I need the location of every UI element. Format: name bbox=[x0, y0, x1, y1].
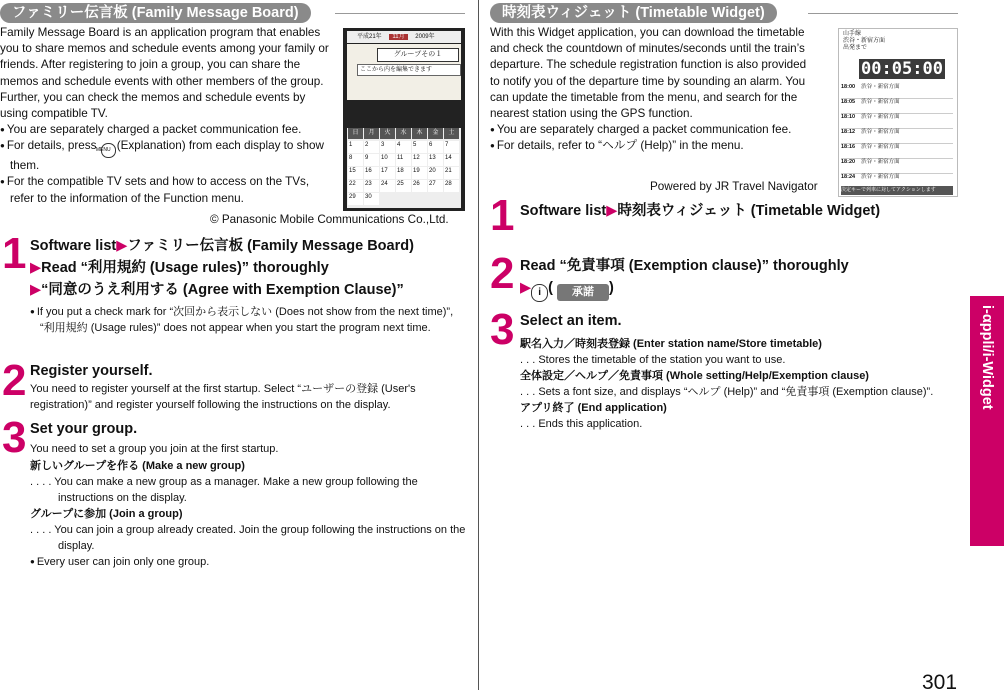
timetable-list bbox=[841, 84, 953, 189]
step-line bbox=[30, 257, 470, 279]
step-text: You need to set a group you join at the first startup. bbox=[30, 443, 279, 455]
calendar-date-cell: 28 bbox=[444, 180, 459, 192]
section-header-timetable-widget: 時刻表ウィジェット (Timetable Widget) bbox=[490, 3, 777, 23]
calendar-date-cell: 17 bbox=[380, 167, 395, 179]
destination: 渋谷・新宿方面 bbox=[861, 129, 900, 135]
step-line: ▶ i ( 承諾 ) bbox=[520, 277, 960, 302]
step-text: Software list bbox=[30, 238, 117, 254]
destination: 渋谷・新宿方面 bbox=[861, 174, 900, 180]
option-text: . . . . You can make a new group as a manager. Make a new group following the instructions on the display. bbox=[30, 475, 418, 504]
arrow-icon: ▶ bbox=[520, 280, 532, 296]
arrow-icon: ▶ bbox=[30, 260, 42, 276]
option-title: 全体設定／ヘルプ／免責事項 (Whole setting/Help/Exemption clause) bbox=[520, 370, 869, 382]
destination: 渋谷・新宿方面 bbox=[861, 84, 900, 90]
step-1-instructions bbox=[520, 200, 960, 222]
calendar-day-header: 水 bbox=[396, 128, 411, 139]
calendar-date-cell: 30 bbox=[364, 193, 379, 205]
calendar-date-cell: 6 bbox=[428, 141, 443, 153]
step-3-instructions bbox=[30, 418, 470, 570]
calendar-day-header: 月 bbox=[364, 128, 379, 139]
departure-time: 18:05 bbox=[841, 99, 856, 105]
step-1-instructions bbox=[30, 235, 470, 336]
station-info bbox=[843, 31, 885, 52]
right-bullet-list bbox=[490, 122, 815, 154]
calendar-date-cell: 25 bbox=[396, 180, 411, 192]
step-text: “同意のうえ利用する (Agree with Exemption Clause)” bbox=[41, 282, 404, 298]
calendar-day-header: 木 bbox=[412, 128, 427, 139]
route-name: 渋谷・新宿方面 bbox=[843, 38, 886, 44]
step-title: Register yourself. bbox=[30, 363, 153, 379]
step-text: Software list bbox=[520, 203, 607, 219]
arrow-icon: ▶ bbox=[30, 282, 42, 298]
intro-paragraph: With this Widget application, you can download the timetable and check the countdown of minutes/seconds until the train’s departure. The schedule registration function is also provided to notify you of the departure time by sounding an alarm. You can update the timetable from the menu, and search for the nearest station using the GPS function. bbox=[490, 26, 807, 121]
step-number: 2 bbox=[490, 249, 515, 298]
calendar-day-header: 日 bbox=[348, 128, 363, 139]
station-name: 山手線 bbox=[843, 31, 862, 37]
destination: 渋谷・新宿方面 bbox=[861, 99, 900, 105]
timetable-row bbox=[841, 99, 953, 114]
step-title: Set your group. bbox=[30, 421, 138, 437]
phone-screenshot-timetable bbox=[838, 28, 958, 197]
calendar-date-cell: 3 bbox=[380, 141, 395, 153]
phone-footer: 決定キーで列車に対してアクションします bbox=[841, 186, 953, 195]
column-divider bbox=[478, 0, 479, 690]
step-line bbox=[30, 235, 470, 257]
calendar-date-cell: 15 bbox=[348, 167, 363, 179]
bullet-text: (Explanation) from each display to show them. bbox=[10, 139, 324, 173]
bullet-text-prefix: For details, press bbox=[6, 139, 100, 153]
departure-time: 18:24 bbox=[841, 174, 856, 180]
departure-time: 18:20 bbox=[841, 159, 856, 165]
option-title: 駅名入力／時刻表登録 (Enter station name/Store timetable) bbox=[520, 338, 822, 350]
timetable-row bbox=[841, 159, 953, 174]
copyright-notice: © Panasonic Mobile Communications Co.,Ltd. bbox=[210, 213, 449, 226]
bullet-item: ● You are separately charged a packet communication fee. bbox=[0, 122, 333, 138]
calendar-date-cell: 4 bbox=[396, 141, 411, 153]
step-2-instructions bbox=[30, 360, 470, 413]
left-bullet-list bbox=[0, 122, 333, 207]
calendar-date-cell: 12 bbox=[412, 154, 427, 166]
calendar-date-cell: 16 bbox=[364, 167, 379, 179]
calendar-era-label: 平成21年 bbox=[357, 34, 382, 40]
step-number: 3 bbox=[2, 413, 27, 462]
timetable-row bbox=[841, 129, 953, 144]
calendar-title-bar bbox=[347, 31, 461, 43]
step-3-instructions bbox=[520, 310, 950, 432]
step-number: 2 bbox=[2, 356, 27, 405]
option-text: . . . Ends this application. bbox=[520, 418, 643, 430]
step-number: 1 bbox=[2, 229, 27, 278]
step-number: 3 bbox=[490, 305, 515, 354]
calendar-date-cell: 9 bbox=[364, 154, 379, 166]
step-line bbox=[30, 279, 470, 301]
calendar-date-cell: 26 bbox=[412, 180, 427, 192]
calendar-date-cell: 24 bbox=[380, 180, 395, 192]
countdown-label: 出発まで bbox=[843, 45, 868, 51]
step-text: ファミリー伝言板 (Family Message Board) bbox=[127, 238, 414, 254]
step-note: ● If you put a check mark for “次回から表示しない (Does not show from the next time)”, “利用規約 (Usage rules)” does not appear when you start the program next time. bbox=[30, 304, 470, 336]
arrow-icon: ▶ bbox=[606, 203, 618, 219]
calendar-date-cell: 20 bbox=[428, 167, 443, 179]
memo-area bbox=[347, 44, 461, 100]
bullet-item: ● For the compatible TV sets and how to access on the TVs, refer to the information of the Function menu. bbox=[0, 174, 333, 206]
option-title: グループに参加 (Join a group) bbox=[30, 507, 183, 520]
step-title: Read “免責事項 (Exemption clause)” thoroughly bbox=[520, 258, 849, 274]
chapter-side-tab-label: i-αppli/i-Widget bbox=[979, 305, 995, 410]
step-text: You need to register yourself at the first startup. Select “ユーザーの登録 (User's registration)” and register yourself following the instructions on the display. bbox=[30, 383, 416, 411]
step-number: 1 bbox=[490, 191, 515, 240]
option-text: . . . Sets a font size, and displays “ヘルプ (Help)” and “免責事項 (Exemption clause)”. bbox=[520, 386, 934, 398]
calendar-date-cell: 13 bbox=[428, 154, 443, 166]
calendar-grid bbox=[347, 128, 461, 208]
departure-time: 18:16 bbox=[841, 144, 856, 150]
timetable-row bbox=[841, 144, 953, 159]
departure-time: 18:00 bbox=[841, 84, 856, 90]
destination: 渋谷・新宿方面 bbox=[861, 114, 900, 120]
option-text: . . . . You can join a group already created. Join the group following the instructions on the display. bbox=[30, 523, 466, 552]
destination: 渋谷・新宿方面 bbox=[861, 159, 900, 165]
calendar-date-cell: 18 bbox=[396, 167, 411, 179]
calendar-year: 2009年 bbox=[415, 34, 435, 40]
step-text: 時刻表ウィジェット (Timetable Widget) bbox=[617, 203, 881, 219]
i-key-icon: i bbox=[531, 284, 548, 302]
bullet-item: ● For details, refer to “ヘルプ (Help)” in the menu. bbox=[490, 138, 815, 154]
step-text: Read “利用規約 (Usage rules)” thoroughly bbox=[41, 260, 329, 276]
calendar-day-header: 土 bbox=[444, 128, 459, 139]
calendar-day-header: 火 bbox=[380, 128, 395, 139]
calendar-day-header: 金 bbox=[428, 128, 443, 139]
calendar-date-cell: 27 bbox=[428, 180, 443, 192]
page-number: 301 bbox=[922, 671, 958, 694]
calendar-month: 11月 bbox=[389, 34, 407, 40]
intro-paragraph: Family Message Board is an application program that enables you to share memos and schedule events among your family or friends. After registering to join a group, you can share the memos and schedule events with other members of the group. Further, you can check the memos and schedule events by using compatible TV. bbox=[0, 26, 329, 121]
calendar-date-cell: 21 bbox=[444, 167, 459, 179]
departure-time: 18:10 bbox=[841, 114, 856, 120]
section-header-family-message-board: ファミリー伝言板 (Family Message Board) bbox=[0, 3, 311, 23]
option-title: 新しいグループを作る (Make a new group) bbox=[30, 459, 245, 472]
destination: 渋谷・新宿方面 bbox=[861, 144, 900, 150]
bullet-item bbox=[0, 138, 333, 174]
memo-input: ここから内を編集できます bbox=[357, 64, 461, 76]
menu-key-icon: MENU bbox=[101, 143, 116, 158]
calendar-date-cell: 1 bbox=[348, 141, 363, 153]
header-rule bbox=[808, 13, 958, 14]
countdown-display: 00:05:00 bbox=[859, 59, 945, 79]
arrow-icon: ▶ bbox=[116, 238, 128, 254]
calendar-date-cell: 10 bbox=[380, 154, 395, 166]
step-2-instructions bbox=[520, 255, 960, 302]
option-text: . . . Stores the timetable of the station you want to use. bbox=[520, 354, 786, 366]
calendar-date-cell: 22 bbox=[348, 180, 363, 192]
calendar-date-cell: 7 bbox=[444, 141, 459, 153]
calendar-date-cell: 29 bbox=[348, 193, 363, 205]
timetable-row bbox=[841, 84, 953, 99]
accept-softkey: 承諾 bbox=[557, 284, 609, 301]
calendar-date-cell: 19 bbox=[412, 167, 427, 179]
step-note: ● Every user can join only one group. bbox=[30, 554, 470, 571]
group-name-box: グループその１ bbox=[377, 48, 459, 62]
calendar-date-cell: 2 bbox=[364, 141, 379, 153]
calendar-date-cell: 23 bbox=[364, 180, 379, 192]
phone-screenshot-calendar bbox=[343, 28, 465, 211]
timetable-row bbox=[841, 114, 953, 129]
departure-time: 18:12 bbox=[841, 129, 856, 135]
calendar-date-cell: 5 bbox=[412, 141, 427, 153]
header-rule bbox=[335, 13, 465, 14]
calendar-date-cell: 8 bbox=[348, 154, 363, 166]
step-title: Select an item. bbox=[520, 313, 622, 329]
bullet-item: ● You are separately charged a packet communication fee. bbox=[490, 122, 815, 138]
calendar-date-cell: 14 bbox=[444, 154, 459, 166]
calendar-date-cell: 11 bbox=[396, 154, 411, 166]
option-title: アプリ終了 (End application) bbox=[520, 402, 667, 414]
powered-by: Powered by JR Travel Navigator bbox=[650, 180, 818, 193]
